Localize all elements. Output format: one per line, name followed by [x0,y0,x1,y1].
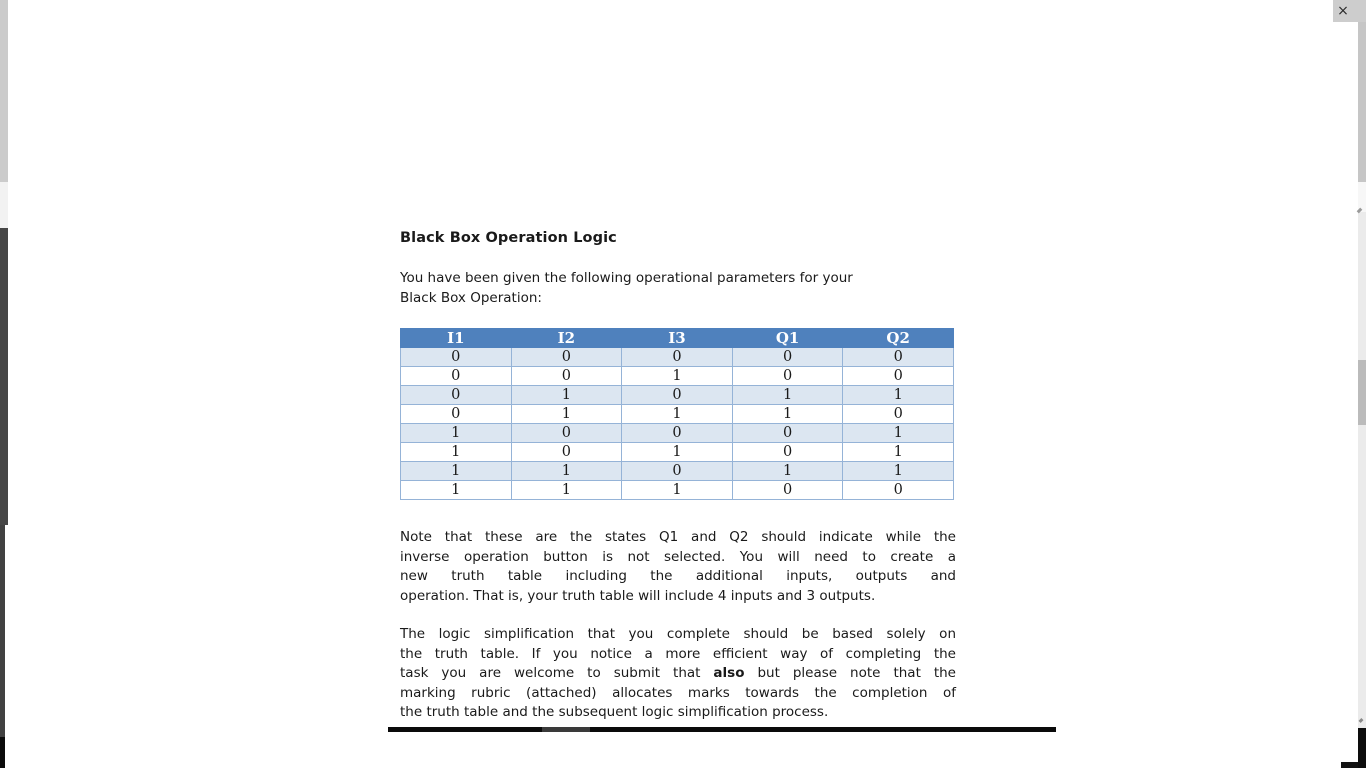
table-cell: 1 [732,386,843,405]
table-cell: 0 [732,348,843,367]
table-row [401,348,954,367]
intro-paragraph [400,269,956,308]
table-header-cell: I3 [622,329,733,348]
table-cell: 0 [843,481,954,500]
table-cell: 0 [401,348,512,367]
table-cell: 1 [843,424,954,443]
table-cell: 0 [622,462,733,481]
table-cell: 0 [401,386,512,405]
paragraph-line: new truth table including the additional inputs, outputs and [400,568,956,585]
table-cell: 1 [401,462,512,481]
paragraph-text: but please note that the [744,665,956,682]
table-cell: 1 [622,443,733,462]
table-cell: 1 [843,443,954,462]
logic-paragraph [400,625,956,723]
background-window-corner-strip [1358,728,1366,768]
horizontal-scrollbar-thumb[interactable] [542,727,590,732]
table-header-cell: I1 [401,329,512,348]
table-cell: 0 [843,348,954,367]
truth-table [400,328,954,500]
vertical-scrollbar-track-lower[interactable] [1358,425,1366,728]
table-cell: 0 [511,424,622,443]
table-cell: 1 [732,462,843,481]
table-header-cell: I2 [511,329,622,348]
table-cell: 1 [511,481,622,500]
table-cell: 1 [843,386,954,405]
table-cell: 0 [843,367,954,386]
vertical-scrollbar-track[interactable] [1358,212,1366,360]
close-button[interactable] [1333,0,1366,22]
table-cell: 0 [511,443,622,462]
table-cell: 1 [511,405,622,424]
background-window-edge-black [0,737,5,768]
paragraph-line: inverse operation button is not selected. You will need to create a [400,548,956,565]
paragraph-line: marking rubric (attached) allocates marks towards the completion of [400,684,956,701]
paragraph-line: Black Box Operation: [400,289,542,306]
table-cell: 1 [843,462,954,481]
table-cell: 1 [511,462,622,481]
note-paragraph [400,528,956,606]
table-cell: 1 [732,405,843,424]
table-cell: 0 [401,367,512,386]
background-window-edge-top [0,0,8,182]
table-cell: 1 [622,405,733,424]
close-icon[interactable]: × [1337,3,1349,19]
table-header-row [401,329,954,348]
table-cell: 0 [622,386,733,405]
table-cell: 0 [732,424,843,443]
background-window-edge-dark [0,228,8,525]
table-cell: 0 [732,481,843,500]
paragraph-text: task you are welcome to submit that [400,665,714,682]
paragraph-line: operation. That is, your truth table will include 4 inputs and 3 outputs. [400,587,876,604]
table-cell: 1 [401,424,512,443]
vertical-scrollbar-upper-thumb[interactable] [1358,22,1366,182]
table-row [401,462,954,481]
table-cell: 0 [401,405,512,424]
paragraph-line: the truth table and the subsequent logic simplification process. [400,704,829,721]
table-cell: 0 [622,348,733,367]
table-cell: 1 [622,481,733,500]
background-window-corner [1341,762,1358,768]
table-cell: 0 [511,367,622,386]
table-cell: 0 [732,367,843,386]
paragraph-line: Note that these are the states Q1 and Q2 should indicate while the [400,529,956,545]
table-row [401,405,954,424]
table-cell: 1 [401,481,512,500]
horizontal-scrollbar[interactable] [388,727,1056,732]
paragraph-line: You have been given the following operational parameters for your [400,270,853,286]
paragraph-line [400,664,956,684]
background-window-edge-dark-narrow [0,525,5,737]
table-row [401,481,954,500]
paragraph-line: the truth table. If you notice a more efficient way of completing the [400,645,956,662]
table-header-cell: Q1 [732,329,843,348]
table-cell: 1 [511,386,622,405]
table-row [401,443,954,462]
table-cell: 1 [401,443,512,462]
vertical-scrollbar-thumb[interactable] [1358,360,1366,425]
table-cell: 0 [622,424,733,443]
document-title: Black Box Operation Logic [400,230,617,246]
table-row [401,386,954,405]
table-cell: 0 [843,405,954,424]
table-row [401,367,954,386]
table-row [401,424,954,443]
paragraph-line: The logic simplification that you complete should be based solely on [400,626,956,642]
bold-word: also [713,665,745,682]
table-cell: 1 [622,367,733,386]
table-cell: 0 [732,443,843,462]
table-cell: 0 [511,348,622,367]
table-header-cell: Q2 [843,329,954,348]
background-window-edge-light [0,182,8,228]
